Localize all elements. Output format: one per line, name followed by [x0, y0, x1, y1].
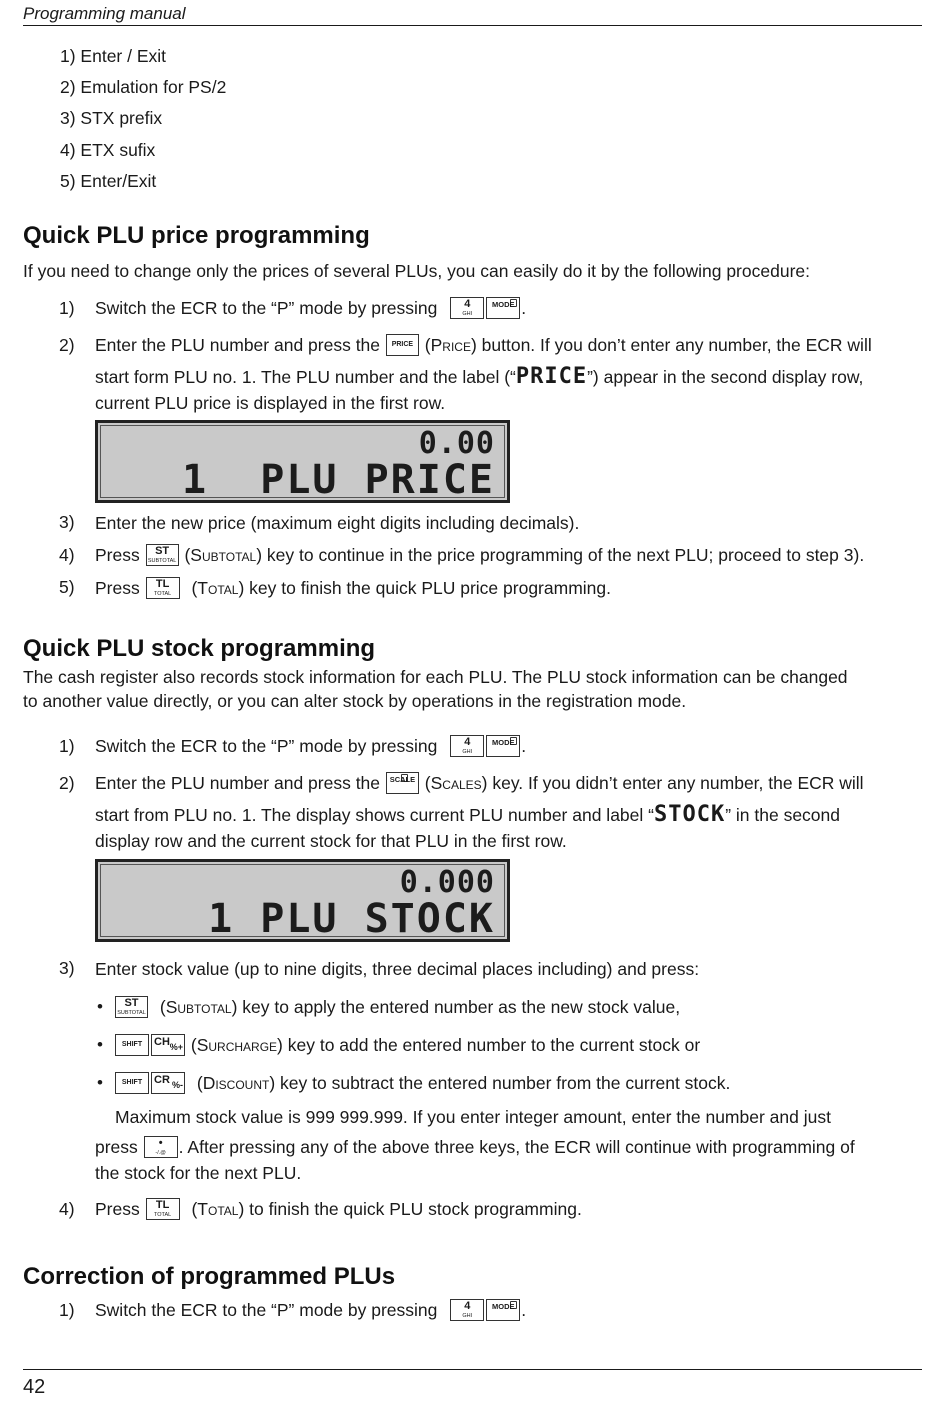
- display-row-1: 0.00: [418, 426, 495, 461]
- step-number: 1): [59, 736, 75, 756]
- key-4-icon: [450, 297, 484, 319]
- step-label: Switch the ECR to the “P” mode by pressing: [95, 298, 438, 318]
- key-sub-label: TOTAL: [154, 591, 172, 597]
- key-symbol: %+: [169, 1042, 183, 1052]
- section-heading-correction: Correction of programmed PLUs: [23, 1263, 396, 1290]
- bullet-icon: •: [97, 1073, 103, 1092]
- section-intro: The cash register also records stock information for each PLU. The PLU stock information can be changed: [23, 667, 848, 687]
- note-text: the stock for the next PLU.: [95, 1163, 302, 1183]
- key-label: SHIFT: [121, 1041, 143, 1048]
- key-shift-icon: [115, 1034, 149, 1056]
- step-label: Press: [95, 1199, 140, 1219]
- key-dot-icon: [144, 1136, 178, 1158]
- key-sub-label: SUBTOTAL: [117, 1010, 146, 1016]
- step-label: ) key to finish the quick PLU price programming.: [238, 578, 611, 598]
- menu-item: 5) Enter/Exit: [60, 171, 157, 191]
- section-intro: If you need to change only the prices of several PLUs, you can easily do it by the following procedure:: [23, 261, 810, 281]
- header-rule: [23, 25, 922, 26]
- step-label: (S: [159, 997, 178, 1017]
- key-label: CR: [154, 1074, 170, 1086]
- key-label: TL: [155, 578, 170, 590]
- key-sub-label: TOTAL: [154, 1212, 172, 1218]
- key-name: otal: [208, 578, 239, 598]
- step-text: Switch the ECR to the “P” mode by pressing 4 GHI MODE .: [95, 734, 922, 758]
- header-title: Programming manual: [23, 4, 186, 23]
- key-name: iscount: [215, 1073, 270, 1093]
- step-text: Enter the new price (maximum eight digits including decimals).: [95, 513, 580, 533]
- key-scale-icon: [386, 772, 419, 794]
- display-row-2: 1 PLU PRICE: [182, 457, 495, 503]
- step-number: 1): [59, 298, 75, 318]
- step-label: ) key to continue in the price programming of the next PLU; proceed to step 3).: [256, 545, 865, 565]
- step-label: ) key. If you didn’t enter any number, the ECR will: [481, 773, 864, 793]
- key-label: 4: [464, 1300, 471, 1312]
- step-text: [95, 771, 922, 795]
- key-label: SHIFT: [121, 1079, 143, 1086]
- step-number: 2): [59, 773, 75, 793]
- step-text: [95, 1197, 922, 1221]
- key-name: rice: [442, 335, 471, 355]
- key-label: 4: [464, 298, 471, 310]
- key-4-icon: [450, 735, 484, 757]
- step-label: start form PLU no. 1. The PLU number and the label (“: [95, 367, 516, 387]
- key-label: PRICE: [391, 341, 414, 348]
- step-text: [95, 543, 922, 567]
- key-subtotal-icon: [146, 544, 179, 566]
- section-heading-stock: Quick PLU stock programming: [23, 635, 376, 662]
- key-mode-icon: [486, 297, 520, 319]
- step-number: 1): [59, 1300, 75, 1320]
- note-text: [95, 1135, 922, 1159]
- key-name: ubtotal: [177, 997, 232, 1017]
- footer-rule: [23, 1369, 922, 1370]
- step-label: (S: [190, 1035, 209, 1055]
- step-text: display row and the current stock for that PLU in the first row.: [95, 831, 567, 851]
- step-number: 4): [59, 545, 75, 565]
- display-row-1: 0.000: [399, 865, 495, 900]
- key-label: ST: [155, 545, 170, 557]
- key-label: ST: [124, 997, 139, 1009]
- key-label: TL: [155, 1199, 170, 1211]
- menu-item: 3) STX prefix: [60, 108, 163, 128]
- key-total-icon: [146, 1198, 180, 1220]
- step-label: ” in the second: [725, 805, 840, 825]
- key-label: MODE: [492, 738, 515, 747]
- step-label: ) key to add the entered number to the current stock or: [277, 1035, 701, 1055]
- key-shift-icon: [115, 1072, 149, 1094]
- menu-item: 2) Emulation for PS/2: [60, 77, 227, 97]
- step-number: 3): [59, 958, 75, 978]
- key-name: ubtotal: [201, 545, 257, 565]
- bullet-icon: •: [97, 997, 103, 1016]
- step-label: ) to finish the quick PLU stock programming.: [238, 1199, 582, 1219]
- step-label: ) key to subtract the entered number from the current stock.: [269, 1073, 731, 1093]
- step-number: 4): [59, 1199, 75, 1219]
- key-symbol: %-: [172, 1080, 183, 1090]
- step-label: ) button. If you don’t enter any number, the ECR will: [470, 335, 872, 355]
- menu-item: 4) ETX sufix: [60, 140, 156, 160]
- step-label: (S: [424, 773, 443, 793]
- key-label: CH: [154, 1036, 170, 1048]
- key-label: MODE: [492, 1302, 515, 1311]
- step-label: press: [95, 1137, 138, 1157]
- key-4-icon: [450, 1299, 484, 1321]
- step-number: 3): [59, 512, 75, 532]
- step-label: start from PLU no. 1. The display shows current PLU number and label “: [95, 805, 654, 825]
- lcd-display-stock: [95, 859, 510, 942]
- section-intro: to another value directly, or you can alter stock by operations in the registration mode.: [23, 691, 687, 711]
- step-text: Switch the ECR to the “P” mode by pressing 4 GHI MODE .: [95, 1298, 922, 1322]
- page-number: 42: [23, 1376, 46, 1398]
- key-name: cales: [442, 773, 482, 793]
- key-sub-label: GHI: [462, 311, 473, 317]
- key-sub-label: SUBTOTAL: [147, 558, 177, 564]
- bullet-text: [114, 995, 922, 1019]
- step-number: 5): [59, 577, 75, 597]
- step-label: ”) appear in the second display row,: [587, 367, 864, 387]
- step-label: (T: [191, 1199, 209, 1219]
- lcd-display-price: [95, 420, 510, 503]
- step-text: Switch the ECR to the “P” mode by pressing 4 GHI MODE .: [95, 296, 922, 320]
- step-label: (D: [196, 1073, 216, 1093]
- step-text: [95, 803, 922, 827]
- key-label: •: [158, 1137, 163, 1149]
- key-label: SCALE: [389, 775, 416, 784]
- key-label: 4: [464, 736, 471, 748]
- bullet-text: [114, 1033, 922, 1057]
- key-total-icon: [146, 577, 180, 599]
- menu-item: 1) Enter / Exit: [60, 46, 167, 66]
- step-text: current PLU price is displayed in the first row.: [95, 393, 446, 413]
- key-subtotal-icon: [115, 996, 148, 1018]
- step-label: (S: [184, 545, 202, 565]
- display-label: STOCK: [653, 802, 726, 827]
- key-discount-icon: [151, 1072, 185, 1094]
- step-label: . After pressing any of the above three keys, the ECR will continue with programming of: [178, 1137, 855, 1157]
- key-surcharge-icon: [151, 1034, 185, 1056]
- key-price-icon: [386, 334, 419, 356]
- bullet-text: [114, 1071, 922, 1095]
- step-text: [95, 365, 922, 389]
- step-label: Switch the ECR to the “P” mode by pressing: [95, 1300, 438, 1320]
- step-text: [95, 333, 922, 357]
- section-heading-price: Quick PLU price programming: [23, 222, 370, 249]
- display-label: PRICE: [515, 364, 588, 389]
- step-label: (T: [191, 578, 209, 598]
- step-label: (P: [424, 335, 443, 355]
- key-mode-icon: [486, 735, 520, 757]
- note-text: Maximum stock value is 999 999.999. If you enter integer amount, enter the number and just: [115, 1107, 831, 1127]
- step-label: ) key to apply the entered number as the new stock value,: [231, 997, 681, 1017]
- step-text: [95, 576, 922, 600]
- key-mode-icon: [486, 1299, 520, 1321]
- bullet-icon: •: [97, 1035, 103, 1054]
- key-sub-label: GHI: [462, 749, 473, 755]
- key-label: MODE: [492, 300, 515, 309]
- step-label: Enter the PLU number and press the: [95, 773, 381, 793]
- key-sub-label: GHI: [462, 1313, 473, 1319]
- display-row-2: 1 PLU STOCK: [208, 896, 495, 942]
- step-label: Press: [95, 578, 140, 598]
- key-sub-label: -/.@: [155, 1150, 166, 1156]
- step-label: Enter the PLU number and press the: [95, 335, 381, 355]
- step-label: Switch the ECR to the “P” mode by pressing: [95, 736, 438, 756]
- step-text: Enter stock value (up to nine digits, three decimal places including) and press:: [95, 959, 700, 979]
- key-name: urcharge: [208, 1035, 278, 1055]
- step-label: Press: [95, 545, 140, 565]
- step-number: 2): [59, 335, 75, 355]
- key-name: otal: [208, 1199, 239, 1219]
